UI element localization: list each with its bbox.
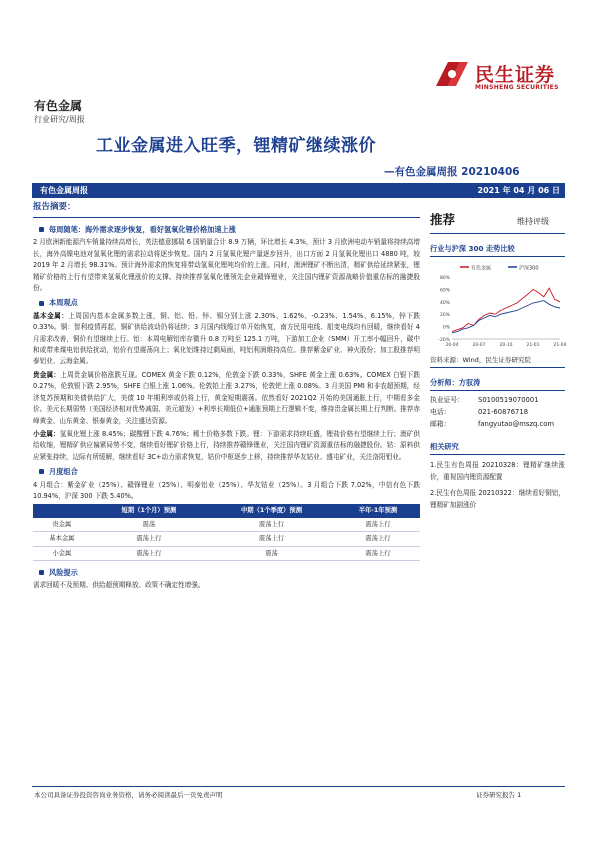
section-view	[39, 297, 420, 308]
minsheng-logo-icon	[432, 58, 472, 90]
table-cell: 震荡上行	[336, 546, 420, 560]
bullet-icon	[39, 301, 44, 306]
report-type: 行业研究/周报	[34, 115, 85, 124]
table-cell: 震荡上行	[91, 532, 207, 546]
page-subtitle: —有色金属周报 20210406	[384, 166, 520, 178]
table-cell: 震荡上行	[336, 518, 420, 532]
y-tick-label: 0%	[442, 325, 450, 331]
bullet-icon	[39, 469, 44, 474]
precious-metal-text: 上周贵金属价格涨跌互现。COMEX 黄金下跌 0.12%，伦敦金下跌 0.33%，SHFE 黄金上涨 0.63%。COMEX 白银下跌 0.27%，伦敦银下跌 2.95%，SHFE 白银上涨 1.06%。伦敦铂上涨 3.27%，伦敦钯上涨 0.08%。3 月美国 PMI 和非农超预期，经济复苏预期和美债供给扩大，美债 10 年期利率或仍将上行，黄金短期震荡。依然看好 2021Q2 开始的美国通胀上行，中期看多金价。美元长期弱势（美国经济相对优势减弱、美元超发）+利率长期低位+通胀预期上行逻辑不变，维持贵金属长期上行判断。推荐赤峰黄金、山东黄金、银泰黄金，关注盛达资源。	[33, 370, 421, 425]
y-tick-label: 40%	[439, 300, 450, 306]
analyst-email-link[interactable]: fangyutao@mszq.com	[478, 420, 555, 428]
x-tick-label: 20-10	[499, 343, 513, 348]
table-header-row	[33, 504, 420, 517]
related-item[interactable]: 1.民生有色周报 20210328：锂精矿继续涨价，重视国内锂资源配置	[430, 461, 565, 481]
minor-metal-paragraph	[33, 429, 420, 463]
series-line	[452, 301, 560, 333]
hot-paragraph: 2 月欧洲新能源汽车销量持续高增长，英法德意挪瑞 6 国销量合计 8.9 万辆，环比增长 4.3%，预计 3 月欧洲电动车销量将持续高增长，海外高镍电池对氢氧化锂的需求拉动将逐步恢复。国内 2 月氢氧化锂产量逐步回升，出口方面 2 月氢氧化锂出口 4880 吨，较 2019 年 2 月增长 98.31%。预计海外需求的恢复将带动氢氧化锂吨均价的上涨。同时，澳洲锂矿不断出清，精矿供给延续紧张，锂精矿价格的上行有望带来氢氧化锂涨价的支撑。持续推荐氢氧化锂领先企业赣锋锂业，关注国内锂矿资源战略价值重估标的融捷股份。	[33, 238, 420, 293]
section-portfolio	[39, 466, 420, 477]
table-cell: 震荡上行	[207, 532, 336, 546]
page-title: 工业金属进入旺季，锂精矿继续涨价	[96, 136, 376, 156]
related-item[interactable]: 2.民生有色周报 20210322：继续看好铜铝，锂精矿加剧涨价	[430, 489, 565, 509]
bullet-icon	[39, 570, 44, 575]
series-line	[452, 288, 560, 331]
precious-metal-label: 贵金属：	[33, 370, 61, 379]
industry-label: 有色金属	[34, 99, 83, 113]
legend-label: 有色金属	[471, 265, 492, 272]
analyst-title: 分析师：方驭涛	[430, 378, 565, 391]
table-cell: 震荡上行	[336, 532, 420, 546]
table-cell: 贵金属	[33, 518, 91, 532]
trend-chart	[430, 261, 565, 351]
section-portfolio-title: 月度组合	[49, 467, 78, 477]
side-column	[430, 210, 565, 511]
y-tick-label: 60%	[439, 288, 450, 294]
table-cell: 基本金属	[33, 532, 91, 546]
brand-name-en: MINSHENG SECURITIES	[475, 84, 559, 91]
rating-row	[430, 210, 565, 234]
summary-title: 报告摘要：	[33, 202, 420, 218]
trend-chart-svg	[430, 261, 565, 351]
x-tick-label: 21-04	[553, 343, 567, 348]
section-view-title: 本周观点	[49, 298, 78, 308]
y-tick-label: -20%	[438, 338, 450, 343]
base-metal-label: 基本金属：	[33, 311, 69, 320]
footer-page: 证券研究报告 1	[476, 791, 522, 799]
table-header-cell: 半年-1年预测	[336, 504, 420, 517]
analyst-key: 执业证号：	[430, 396, 464, 404]
table-cell: 震荡上行	[91, 546, 207, 560]
analyst-row	[430, 418, 565, 430]
risk-paragraph: 需求回暖不及预期、供给超预期释放、政策不确定性增强。	[33, 581, 205, 590]
table-header-cell: 中期（1个季度）预测	[207, 504, 336, 517]
analyst-value: 021-60876718	[478, 408, 529, 416]
table-row	[33, 546, 420, 560]
main-content	[33, 202, 420, 594]
forecast-table	[33, 504, 420, 561]
x-tick-label: 21-01	[526, 343, 540, 348]
portfolio-paragraph: 4 月组合：紫金矿业（25%）、赣锋锂业（25%）、明泰铝业（25%）、华友钴业（25%）。3 月组合下跌 7.02%，中信有色下跌 10.94%，沪深 300 下跌 5.40%。	[33, 480, 420, 500]
base-metal-text: 上周国内基本金属多数上涨，铜、铝、铅、锌、锡分别上涨 2.30%、1.62%、-0.23%、1.54%、6.15%，锌下跌 0.33%。铜：智利疫情再起，铜矿供给波动仍将延续；3 月国内线缆订单开始恢复，南方民用电线、船变电线均有回暖，继续看好 4 月需求改善，铜价有望继续上行。铝：本周电解铝库存微升 0.8 万吨至 125.1 万吨，下游加工企业（SMM）开工率小幅回升，碳中和或带来煤电铝供给扰动，铝价有望震荡向上；氧化铝维持过剩局面，吨铝利润维持高位。推荐紫金矿业、神火股份；加工股推荐明泰铝业、云海金属。	[33, 311, 420, 366]
rating-label: 推荐	[430, 212, 456, 227]
y-tick-label: 80%	[439, 276, 450, 281]
analyst-key: 邮箱：	[430, 420, 451, 428]
x-tick-label: 20-04	[445, 343, 459, 348]
legend-label: 沪深300	[519, 265, 539, 272]
analyst-info	[430, 394, 565, 430]
table-cell: 小金属	[33, 546, 91, 560]
precious-metal-paragraph	[33, 370, 420, 427]
y-tick-label: 20%	[439, 313, 450, 319]
table-cell: 震荡	[91, 518, 207, 532]
base-metal-paragraph	[33, 311, 420, 368]
x-tick-label: 20-07	[472, 343, 486, 348]
analyst-value: S0100519070001	[478, 396, 539, 404]
minor-metal-label: 小金属：	[33, 429, 60, 438]
table-header-cell	[33, 504, 91, 517]
table-cell: 震荡	[207, 546, 336, 560]
analyst-row	[430, 406, 565, 418]
footer-divider	[32, 786, 565, 787]
footer-disclaimer: 本公司具备证券投资咨询业务资格，请务必阅读最后一页免责声明	[34, 791, 223, 799]
table-header-cell: 短期（1个月）预测	[91, 504, 207, 517]
bullet-icon	[39, 227, 44, 232]
rating-status: 维持评级	[517, 217, 549, 226]
section-risk	[39, 567, 420, 578]
related-title: 相关研究	[430, 442, 565, 455]
chart-title: 行业与沪深 300 走势比较	[430, 244, 565, 257]
table-row	[33, 532, 420, 546]
chart-source: 资料来源：Wind，民生证券研究院	[430, 355, 565, 368]
section-hot-title: 每周随笔：海外需求逐步恢复，看好氢氧化锂价格加速上涨	[49, 225, 236, 234]
header-bar-title: 有色金属周报	[40, 186, 88, 195]
table-row	[33, 518, 420, 532]
table-cell: 震荡上行	[207, 518, 336, 532]
brand-name: 民生证券	[475, 64, 556, 86]
analyst-row	[430, 394, 565, 406]
analyst-key: 电话：	[430, 408, 451, 416]
report-date: 2021 年 04 月 06 日	[477, 186, 560, 195]
section-risk-title: 风险提示	[49, 567, 78, 577]
minor-metal-text: 氢氧化锂上涨 8.45%；碳酸锂下跌 4.76%；稀土价格多数下跌。锂：下游需求持续旺盛，锂盐价格有望继续上行；澳矿供给收缩，锂精矿供应偏紧局势不变，继续看好锂矿价格上行，持续推荐赣锋锂业，关注国内锂矿资源重估标的融捷股份。钴：原料供应紧张持续，边际有所缓解，继续看好 3C+动力需求恢复，钴价中枢逐步上移，持续推荐华友钴业、盛屯矿业，关注洛阳钼业。	[33, 429, 420, 461]
section-hot	[39, 224, 420, 235]
